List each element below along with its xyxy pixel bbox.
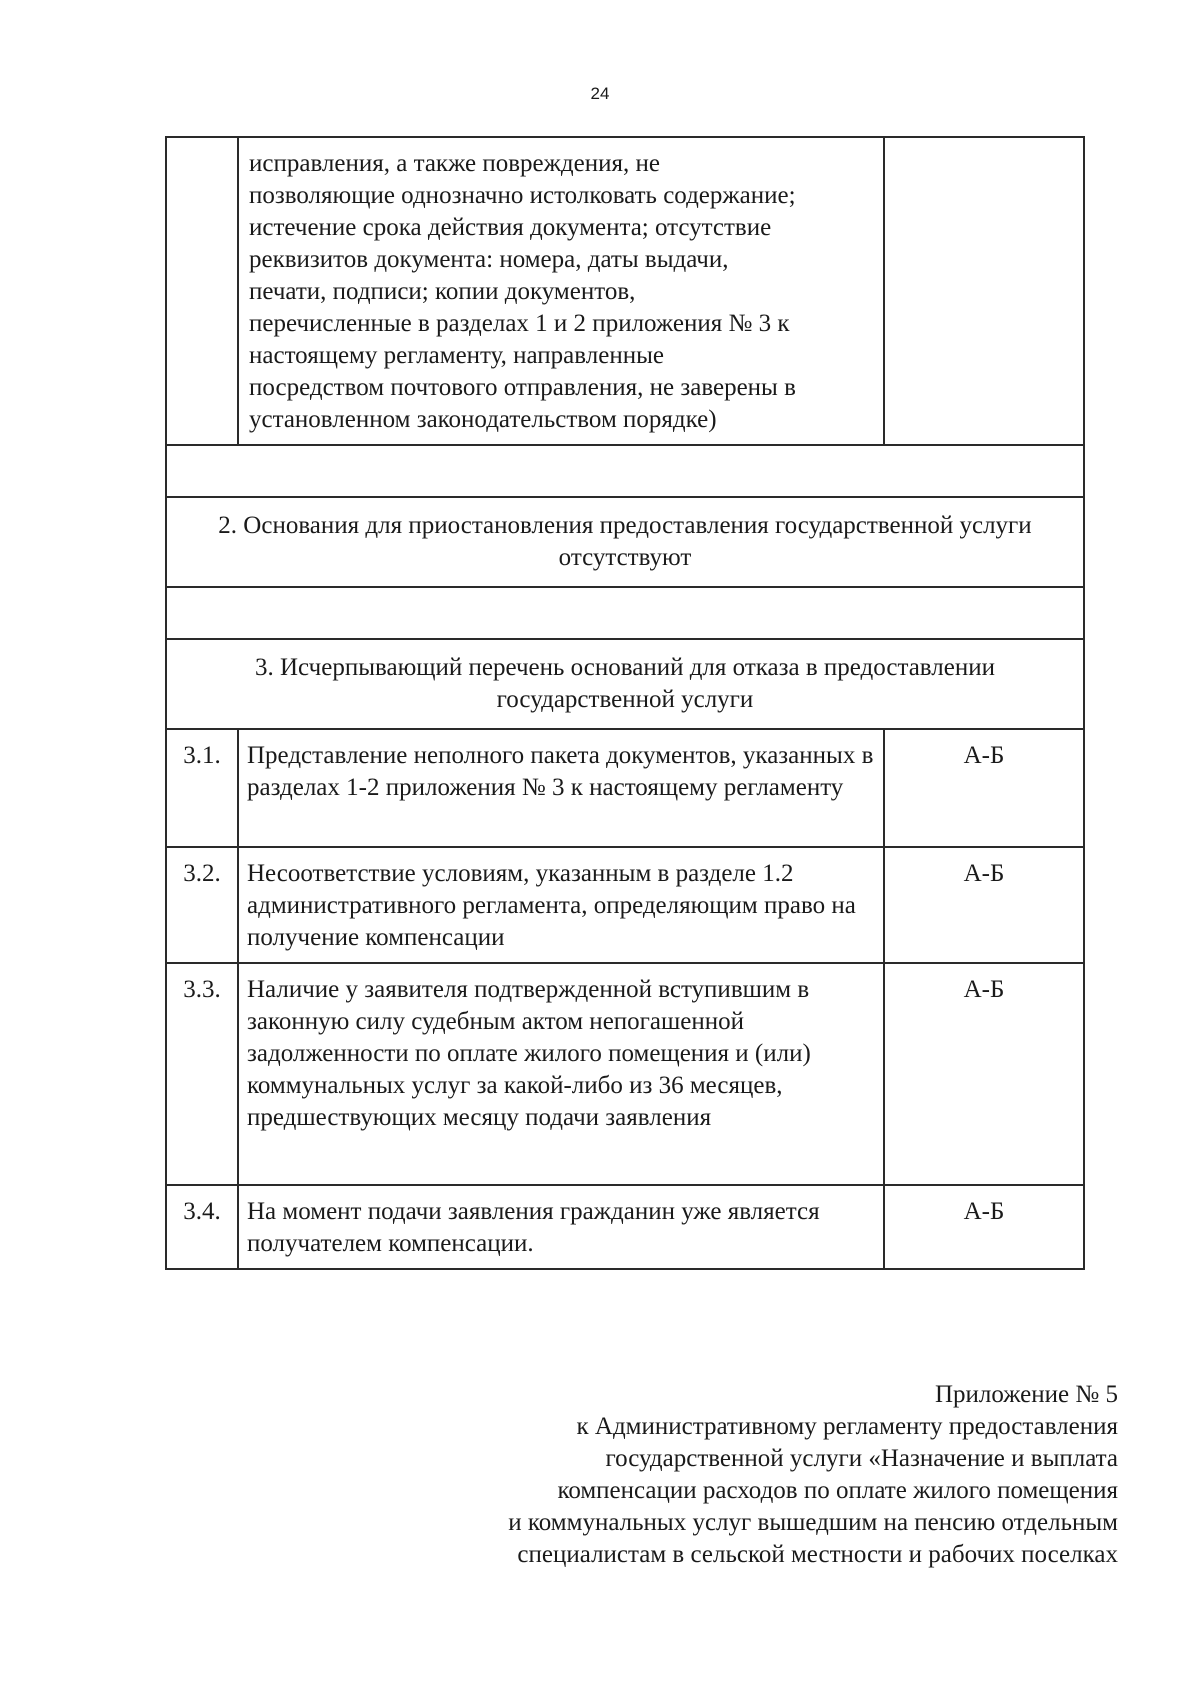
continuation-line: настоящему регламенту, направленные (249, 342, 664, 369)
section-2-header-row (166, 497, 1084, 587)
grounds-table (165, 136, 1085, 1270)
appendix-line: компенсации расходов по оплате жилого помещения (557, 1477, 1118, 1504)
table-row (166, 729, 1084, 847)
row-number: 3.3. (166, 963, 238, 1185)
continuation-line: исправления, а также повреждения, не (249, 150, 660, 177)
continuation-text-cell (238, 137, 884, 445)
table-row (166, 847, 1084, 963)
section-3-title: 3. Исчерпывающий перечень оснований для отказа в предоставлении государственной услуги (166, 639, 1084, 729)
appendix-line: Приложение № 5 (934, 1381, 1118, 1408)
continuation-row (166, 137, 1084, 445)
empty-row (166, 587, 1084, 639)
continuation-line: реквизитов документа: номера, даты выдачи, (249, 246, 729, 273)
row-description: На момент подачи заявления гражданин уже является получателем компенсации. (238, 1185, 884, 1269)
section-2-title: 2. Основания для приостановления предоставления государственной услуги отсутствуют (166, 497, 1084, 587)
empty-row (166, 445, 1084, 497)
table-row (166, 963, 1084, 1185)
row-description: Представление неполного пакета документов, указанных в разделах 1-2 приложения № 3 к настоящему регламенту (238, 729, 884, 847)
continuation-line: установленном законодательством порядке) (249, 406, 717, 433)
page-number: 24 (590, 84, 610, 103)
row-number: 3.2. (166, 847, 238, 963)
continuation-code-cell (884, 137, 1084, 445)
continuation-line: посредством почтового отправления, не заверены в (249, 374, 796, 401)
row-description: Несоответствие условиям, указанным в разделе 1.2 административного регламента, определяющим право на получение компенсации (238, 847, 884, 963)
continuation-line: перечисленные в разделах 1 и 2 приложения № 3 к (249, 310, 790, 337)
row-number: 3.1. (166, 729, 238, 847)
continuation-line: позволяющие однозначно истолковать содержание; (249, 182, 796, 209)
appendix-line: специалистам в сельской местности и рабочих поселках (517, 1541, 1118, 1568)
row-code: А-Б (884, 1185, 1084, 1269)
row-code: А-Б (884, 729, 1084, 847)
continuation-line: истечение срока действия документа; отсутствие (249, 214, 772, 241)
appendix-line: к Административному регламенту предоставления (576, 1413, 1118, 1440)
row-code: А-Б (884, 963, 1084, 1185)
table-row (166, 1185, 1084, 1269)
continuation-line: печати, подписи; копии документов, (249, 278, 636, 305)
appendix-heading (358, 1379, 1118, 1571)
row-code: А-Б (884, 847, 1084, 963)
continuation-num-cell (166, 137, 238, 445)
appendix-line: государственной услуги «Назначение и выплата (605, 1445, 1118, 1472)
row-number: 3.4. (166, 1185, 238, 1269)
row-description: Наличие у заявителя подтвержденной вступившим в законную силу судебным актом непогашенной задолженности по оплате жилого помещения и (или) коммунальных услуг за какой-либо из 36 месяцев, предшествующих месяцу подачи заявления (238, 963, 884, 1185)
section-3-header-row (166, 639, 1084, 729)
appendix-line: и коммунальных услуг вышедшим на пенсию отдельным (508, 1509, 1118, 1536)
